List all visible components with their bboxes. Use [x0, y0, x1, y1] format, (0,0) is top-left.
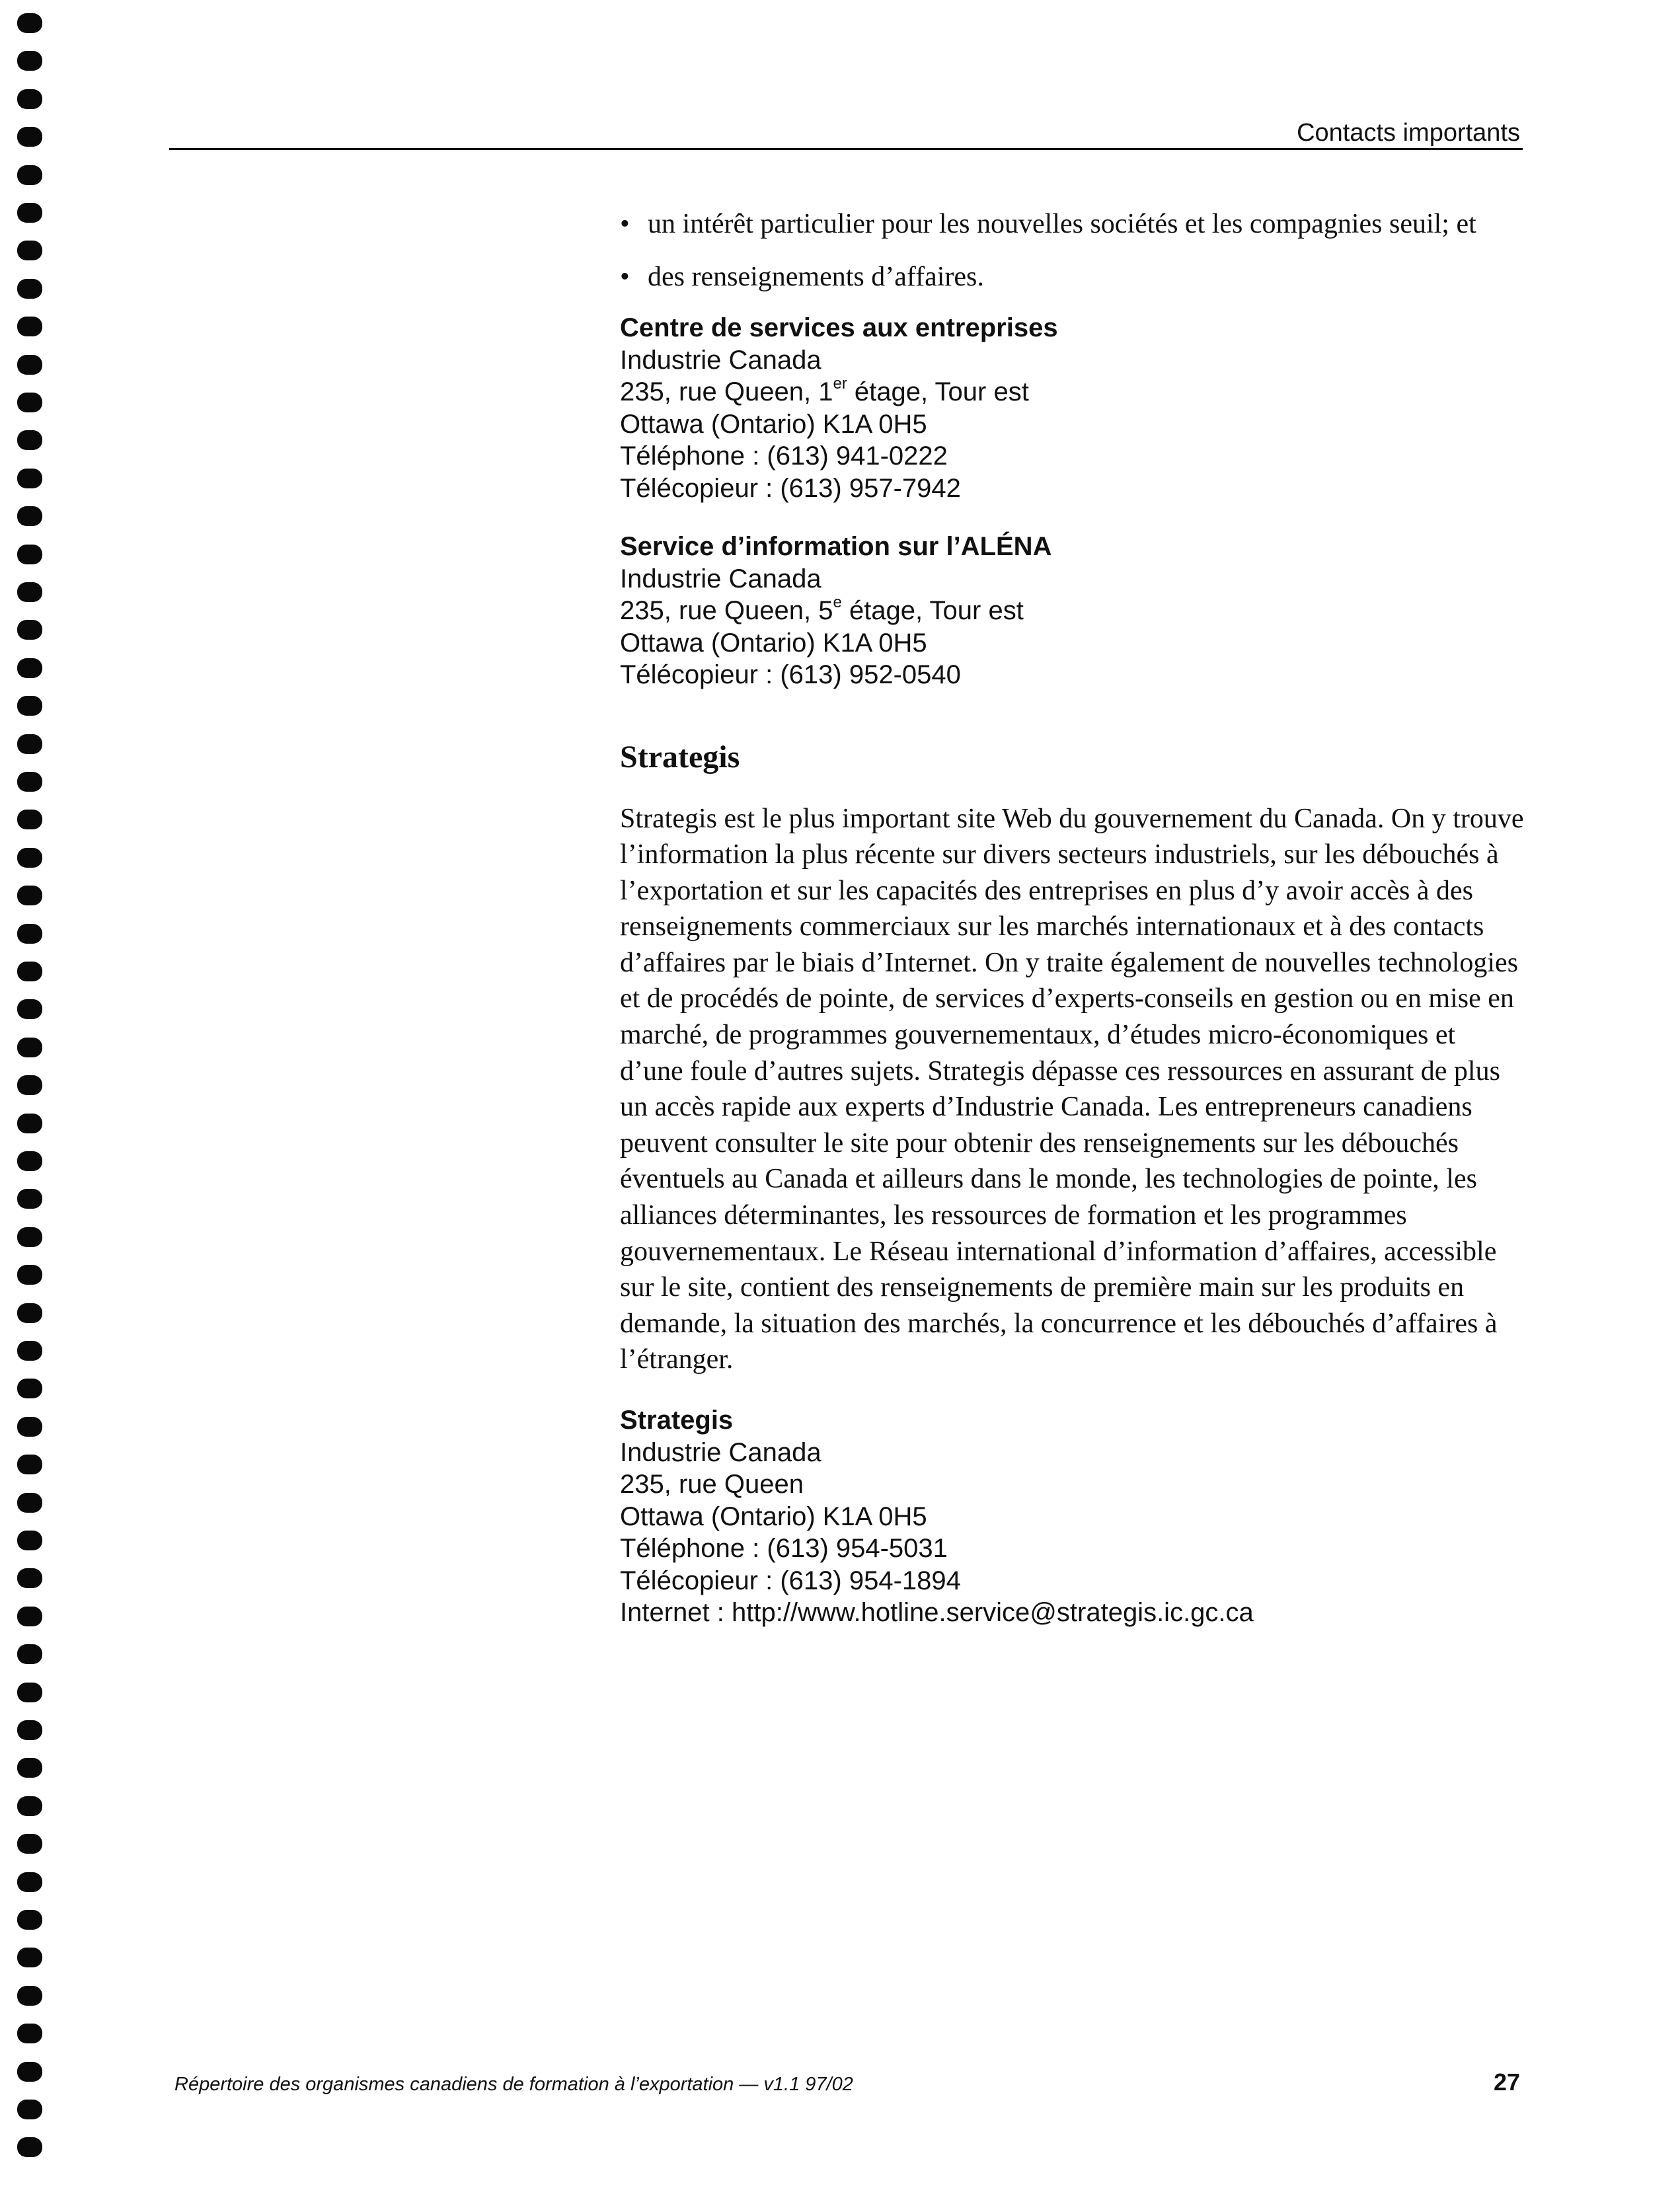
punch-hole [17, 696, 42, 716]
punch-hole [17, 241, 42, 260]
contact-name: Centre de services aux entreprises [620, 313, 1058, 342]
contact-org: Industrie Canada [620, 345, 821, 375]
punch-hole [17, 1075, 42, 1095]
header-rule [169, 148, 1523, 150]
bullet-list [620, 206, 1525, 295]
contact-city: Ottawa (Ontario) K1A 0H5 [620, 1501, 927, 1531]
punch-hole [17, 1151, 42, 1171]
contact-address: 235, rue Queen [620, 1470, 804, 1499]
page-number: 27 [1493, 2068, 1520, 2096]
punch-hole [17, 1872, 42, 1892]
punch-hole [17, 1114, 42, 1133]
punch-hole [17, 1644, 42, 1664]
punch-hole [17, 1607, 42, 1626]
footer-document-title: Répertoire des organismes canadiens de formation à l’exportation — v1.1 97/02 [174, 2074, 853, 2095]
contact-city: Ottawa (Ontario) K1A 0H5 [620, 628, 927, 658]
punch-hole [17, 1834, 42, 1854]
contact-address: 235, rue Queen, 1er étage, Tour est [620, 375, 1029, 406]
punch-hole [17, 393, 42, 412]
binder-punch-holes [17, 0, 44, 2200]
punch-hole [17, 2137, 42, 2157]
contact-phone: Téléphone : (613) 954-5031 [620, 1534, 948, 1563]
punch-hole [17, 810, 42, 829]
punch-hole [17, 1568, 42, 1588]
punch-hole [17, 317, 42, 336]
punch-hole [17, 545, 42, 564]
punch-hole [17, 886, 42, 905]
punch-hole [17, 127, 42, 147]
punch-hole [17, 2062, 42, 2082]
punch-hole [17, 1455, 42, 1474]
punch-hole [17, 1341, 42, 1361]
bullet-dot: • [620, 262, 630, 292]
punch-hole [17, 355, 42, 375]
punch-hole [17, 89, 42, 109]
punch-hole [17, 1948, 42, 1967]
contact-org: Industrie Canada [620, 564, 821, 593]
contact-name: Strategis [620, 1406, 734, 1435]
punch-hole [17, 506, 42, 526]
contact-block-strategis [620, 1404, 1525, 1629]
punch-hole [17, 165, 42, 185]
punch-hole [17, 1038, 42, 1057]
contact-phone: Téléphone : (613) 941-0222 [620, 441, 948, 471]
punch-hole [17, 13, 42, 33]
punch-hole [17, 1986, 42, 2006]
punch-hole [17, 1796, 42, 1816]
contact-internet: Internet : http://www.hotline.service@strategis.ic.gc.ca [620, 1598, 1254, 1627]
punch-hole [17, 1227, 42, 1247]
punch-hole [17, 279, 42, 299]
contact-org: Industrie Canada [620, 1437, 821, 1467]
punch-hole [17, 2024, 42, 2043]
punch-hole [17, 1683, 42, 1702]
contact-block-business-centre [620, 312, 1525, 504]
punch-hole [17, 999, 42, 1019]
bullet-item: • un intérêt particulier pour les nouvelles sociétés et les compagnies seuil; et [620, 206, 1525, 242]
punch-hole [17, 203, 42, 223]
strategis-description: Strategis est le plus important site Web du gouvernement du Canada. On y trouve l’information la plus récente sur divers secteurs industriels, sur les débouchés à l’exportation et sur les capacités des entreprises en plus d’y avoir accès à des renseignements commerciaux sur les marchés internationaux et à des contacts d’affaires par le biais d’Internet. On y traite également de nouvelles technologies et de procédés de pointe, de services d’experts-conseils en gestion ou en mise en marché, de programmes gouvernementaux, d’études micro-économiques et d’une foule d’autres sujets. Strategis dépasse ces ressources en assurant de plus un accès rapide aux experts d’Industrie Canada. Les entrepreneurs canadiens peuvent consulter le site pour obtenir des renseignements sur les débouchés éventuels au Canada et ailleurs dans le monde, les technologies de pointe, les alliances déterminantes, les ressources de formation et les programmes gouvernementaux. Le Réseau international d’information d’affaires, accessible sur le site, contient des renseignements de première main sur les produits en demande, la situation des marchés, la concurrence et les débouchés d’affaires à l’étranger. [620, 803, 1524, 1375]
page-content [620, 206, 1525, 1629]
contact-fax: Télécopieur : (613) 954-1894 [620, 1566, 961, 1595]
running-header: Contacts importants [1297, 119, 1520, 147]
punch-hole [17, 962, 42, 981]
contact-city: Ottawa (Ontario) K1A 0H5 [620, 409, 927, 439]
punch-hole [17, 1493, 42, 1513]
punch-hole [17, 1531, 42, 1550]
punch-hole [17, 734, 42, 754]
contact-fax: Télécopieur : (613) 957-7942 [620, 473, 961, 503]
punch-hole [17, 1417, 42, 1437]
punch-hole [17, 1303, 42, 1323]
punch-hole [17, 1189, 42, 1209]
contact-address: 235, rue Queen, 5e étage, Tour est [620, 593, 1024, 625]
punch-hole [17, 1265, 42, 1285]
bullet-dot: • [620, 209, 630, 239]
contact-block-nafta [620, 531, 1525, 691]
punch-hole [17, 848, 42, 868]
punch-hole [17, 469, 42, 488]
punch-hole [17, 924, 42, 944]
punch-hole [17, 658, 42, 678]
punch-hole [17, 430, 42, 450]
punch-hole [17, 620, 42, 640]
punch-hole [17, 1910, 42, 1930]
punch-hole [17, 2100, 42, 2119]
punch-hole [17, 582, 42, 602]
punch-hole [17, 1379, 42, 1398]
punch-hole [17, 51, 42, 71]
punch-hole [17, 772, 42, 792]
contact-name: Service d’information sur l’ALÉNA [620, 532, 1052, 561]
punch-hole [17, 1720, 42, 1740]
punch-hole [17, 1758, 42, 1778]
section-title-strategis: Strategis [620, 739, 740, 775]
bullet-item: • des renseignements d’affaires. [620, 259, 1525, 295]
contact-fax: Télécopieur : (613) 952-0540 [620, 660, 961, 689]
